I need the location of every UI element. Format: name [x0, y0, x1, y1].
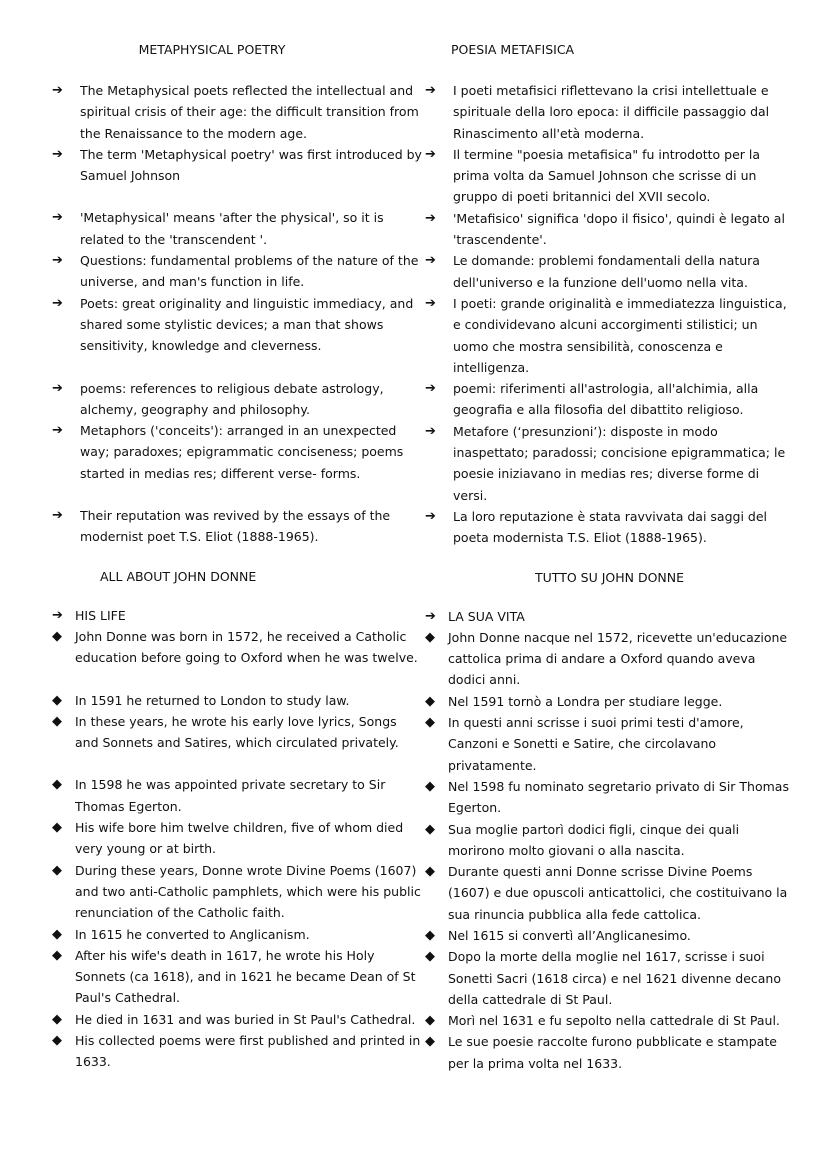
list-item: ◆ Nel 1598 fu nominato segretario privato di Sir Thomas Egerton.	[425, 776, 795, 819]
arrow-icon: ➔	[52, 423, 63, 439]
english-life-list	[52, 605, 422, 1073]
english-column	[52, 0, 422, 1073]
list-item: ◆ John Donne was born in 1572, he received a Catholic education before going to Oxford when he was twelve.	[52, 626, 422, 669]
italian-life-list	[425, 606, 795, 1075]
arrow-icon: ➔	[425, 423, 436, 439]
italian-title: POESIA METAFISICA	[451, 42, 575, 57]
list-item: ➔ Metaphors ('conceits'): arranged in an unexpected way; paradoxes; epigrammatic conciseness; poems started in medias res; different verse- forms.	[52, 420, 422, 484]
list-item: ◆ After his wife's death in 1617, he wrote his Holy Sonnets (ca 1618), and in 1621 he became Dean of St Paul's Cathedral.	[52, 945, 422, 1009]
list-item: ◆ In 1591 he returned to London to study law.	[52, 690, 422, 711]
diamond-icon: ◆	[425, 1034, 435, 1050]
arrow-icon: ➔	[425, 295, 436, 311]
list-item: ➔ The term 'Metaphysical poetry' was first introduced by Samuel Johnson	[52, 144, 422, 187]
list-item: ◆ In 1615 he converted to Anglicanism.	[52, 924, 422, 945]
diamond-icon: ◆	[52, 947, 62, 963]
list-item: ➔ I poeti: grande originalità e immediatezza linguistica, e condividevano alcuni accorgimenti stilistici; un uomo che mostra sensibilità, conoscenza e intelligenza.	[425, 293, 795, 378]
diamond-icon: ◆	[425, 1013, 435, 1029]
list-item: ◆ Durante questi anni Donne scrisse Divine Poems (1607) e due opuscoli anticattolici, che costituivano la sua rinuncia pubblica alla fede cattolica.	[425, 861, 795, 925]
list-item: ◆ Le sue poesie raccolte furono pubblicate e stampate per la prima volta nel 1633.	[425, 1031, 795, 1074]
list-item: ◆ Morì nel 1631 e fu sepolto nella cattedrale di St Paul.	[425, 1010, 795, 1031]
list-item: ➔ poemi: riferimenti all'astrologia, all'alchimia, alla geografia e alla filosofia del dibattito religioso.	[425, 378, 795, 421]
arrow-icon: ➔	[425, 508, 436, 524]
list-item: ◆ His collected poems were first published and printed in 1633.	[52, 1030, 422, 1073]
list-item: ◆ Dopo la morte della moglie nel 1617, scrisse i suoi Sonetti Sacri (1618 circa) e nel 1621 divenne decano della cattedrale di St Paul.	[425, 946, 795, 1010]
list-item: ◆ Nel 1615 si convertì all’Anglicanesimo.	[425, 925, 795, 946]
diamond-icon: ◆	[425, 693, 435, 709]
english-section-title: ALL ABOUT JOHN DONNE	[100, 568, 257, 584]
life-heading: ➔ LA SUA VITA	[425, 606, 795, 627]
arrow-icon: ➔	[52, 83, 63, 98]
diamond-icon: ◆	[425, 821, 435, 837]
list-item: ➔ Poets: great originality and linguistic immediacy, and shared some stylistic devices; a man that shows sensitivity, knowledge and cleverness.	[52, 293, 422, 357]
list-item: ◆ In 1598 he was appointed private secretary to Sir Thomas Egerton.	[52, 774, 422, 817]
list-item: ➔ 'Metafisico' significa 'dopo il fisico', quindi è legato al 'trascendente'.	[425, 208, 795, 251]
arrow-icon: ➔	[425, 608, 436, 624]
list-item: ➔ poems: references to religious debate astrology, alchemy, geography and philosophy.	[52, 378, 422, 421]
list-item: ➔ Questions: fundamental problems of the nature of the universe, and man's function in life.	[52, 250, 422, 293]
diamond-icon: ◆	[52, 926, 62, 942]
diamond-icon: ◆	[52, 1011, 62, 1027]
list-item: ◆ He died in 1631 and was buried in St Paul's Cathedral.	[52, 1009, 422, 1030]
arrow-icon: ➔	[52, 607, 63, 623]
arrow-icon: ➔	[425, 83, 436, 98]
list-item: ➔ Metafore (‘presunzioni’): disposte in modo inaspettato; paradossi; concisione epigrammatica; le poesie iniziavano in medias res; diverse forme di versi.	[425, 421, 795, 506]
italian-column	[425, 0, 795, 1074]
arrow-icon: ➔	[52, 146, 63, 162]
english-title: METAPHYSICAL POETRY	[138, 42, 286, 57]
diamond-icon: ◆	[52, 820, 62, 836]
italian-section-title: TUTTO SU JOHN DONNE	[535, 569, 685, 585]
arrow-icon: ➔	[52, 295, 63, 311]
list-item: ➔ Le domande: problemi fondamentali della natura dell'universo e la funzione dell'uomo nella vita.	[425, 250, 795, 293]
diamond-icon: ◆	[425, 629, 435, 645]
arrow-icon: ➔	[425, 146, 436, 162]
diamond-icon: ◆	[52, 1032, 62, 1048]
italian-metaphysical-list	[425, 80, 795, 549]
life-heading: ➔ HIS LIFE	[52, 605, 422, 626]
arrow-icon: ➔	[52, 380, 63, 396]
arrow-icon: ➔	[52, 253, 63, 269]
diamond-icon: ◆	[425, 715, 435, 731]
list-item: ➔ Il termine "poesia metafisica" fu introdotto per la prima volta da Samuel Johnson che scrisse di un gruppo di poeti britannici del XVII secolo.	[425, 144, 795, 208]
list-item: ➔ Their reputation was revived by the essays of the modernist poet T.S. Eliot (1888-1965).	[52, 505, 422, 548]
diamond-icon: ◆	[425, 949, 435, 965]
list-item: ◆ His wife bore him twelve children, five of whom died very young or at birth.	[52, 817, 422, 860]
english-metaphysical-list	[52, 80, 422, 548]
arrow-icon: ➔	[425, 210, 436, 226]
list-item: ◆ In these years, he wrote his early love lyrics, Songs and Sonnets and Satires, which circulated privately.	[52, 711, 422, 754]
arrow-icon: ➔	[52, 508, 63, 524]
diamond-icon: ◆	[52, 777, 62, 793]
list-item: ➔ I poeti metafisici riflettevano la crisi intellettuale e spirituale della loro epoca: il difficile passaggio dal Rinascimento all'età moderna.	[425, 80, 795, 144]
list-item: ◆ Nel 1591 tornò a Londra per studiare legge.	[425, 691, 795, 712]
list-item: ◆ In questi anni scrisse i suoi primi testi d'amore, Canzoni e Sonetti e Satire, che circolavano privatamente.	[425, 712, 795, 776]
diamond-icon: ◆	[425, 864, 435, 880]
list-item: ➔ 'Metaphysical' means 'after the physical', so it is related to the 'transcendent '.	[52, 207, 422, 250]
diamond-icon: ◆	[52, 862, 62, 878]
list-item: ➔ La loro reputazione è stata ravvivata dai saggi del poeta modernista T.S. Eliot (1888-1965).	[425, 506, 795, 549]
diamond-icon: ◆	[425, 778, 435, 794]
diamond-icon: ◆	[52, 692, 62, 708]
list-item: ◆ During these years, Donne wrote Divine Poems (1607) and two anti-Catholic pamphlets, which were his public renunciation of the Catholic faith.	[52, 860, 422, 924]
list-item: ◆ Sua moglie partorì dodici figli, cinque dei quali morirono molto giovani o alla nascita.	[425, 819, 795, 862]
arrow-icon: ➔	[425, 381, 436, 397]
list-item: ➔ The Metaphysical poets reflected the intellectual and spiritual crisis of their age: the difficult transition from the Renaissance to the modern age.	[52, 80, 422, 144]
diamond-icon: ◆	[425, 927, 435, 943]
diamond-icon: ◆	[52, 713, 62, 729]
arrow-icon: ➔	[425, 253, 436, 269]
diamond-icon: ◆	[52, 628, 62, 644]
arrow-icon: ➔	[52, 210, 63, 226]
list-item: ◆ John Donne nacque nel 1572, ricevette un'educazione cattolica prima di andare a Oxford quando aveva dodici anni.	[425, 627, 795, 691]
